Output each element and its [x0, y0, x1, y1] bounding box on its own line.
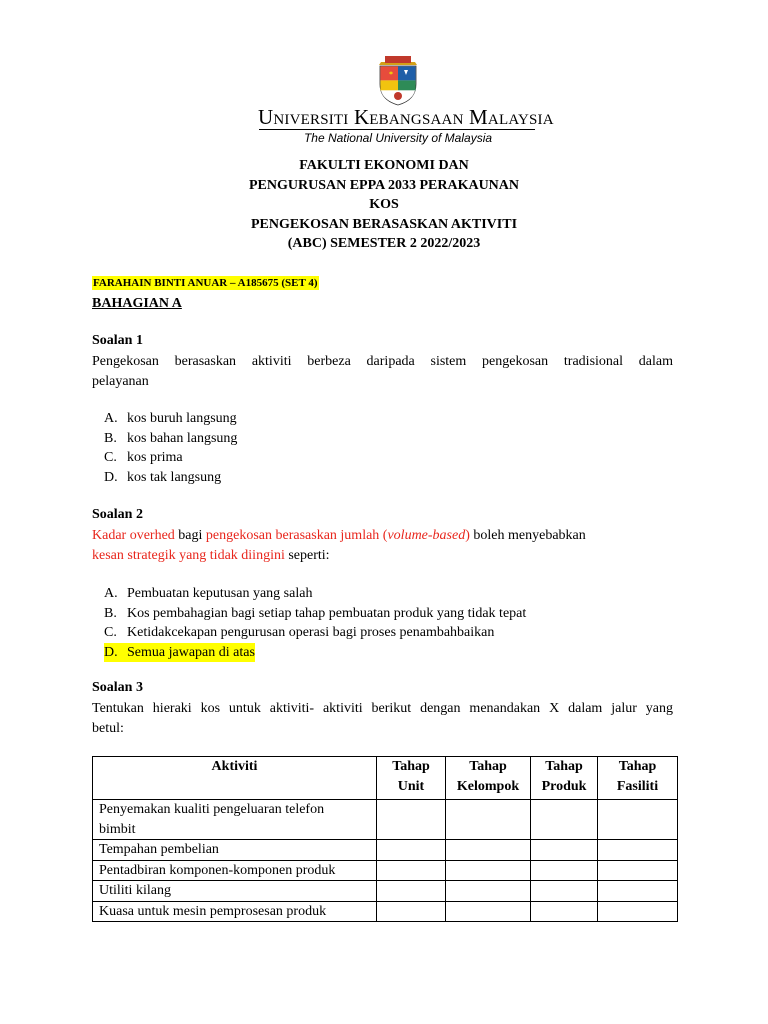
option-d [104, 468, 237, 488]
empty-cell [377, 860, 446, 881]
title-line: (ABC) SEMESTER 2 2022/2023 [287, 236, 481, 251]
red-italic-phrase: volume-based [387, 528, 466, 543]
empty-cell [598, 881, 678, 902]
activity-cell: Utiliti kilang [93, 881, 377, 902]
text-segment: boleh menyebabkan [469, 528, 586, 543]
university-name: Universiti Kebangsaan Malaysia [258, 105, 554, 129]
option-letter: A. [104, 586, 118, 601]
question-1-line: pelayanan [92, 373, 149, 389]
activity-cell [93, 800, 377, 840]
header-text: Kelompok [456, 778, 520, 794]
ukm-crest-icon [377, 56, 419, 106]
header-text: Tahap [469, 759, 507, 774]
university-logo [258, 56, 554, 150]
text-segment: seperti: [284, 547, 330, 563]
table-row [93, 881, 678, 902]
question-3-heading: Soalan 3 [92, 680, 143, 695]
empty-cell [598, 860, 678, 881]
table-header-cell [93, 757, 377, 800]
title-line: FAKULTI EKONOMI DAN [299, 158, 469, 173]
option-letter: B. [104, 430, 117, 446]
option-d-highlighted [104, 643, 526, 663]
cell-text: bimbit [99, 821, 136, 837]
empty-cell [598, 840, 678, 861]
title-line: KOS [369, 197, 399, 212]
option-c [104, 623, 526, 643]
empty-cell [531, 901, 598, 922]
option-text: Pembuatan keputusan yang salah [127, 586, 313, 601]
question-3-text [92, 699, 673, 738]
option-a [104, 584, 526, 604]
title-line: PENGURUSAN EPPA 2033 PERAKAUNAN [248, 177, 520, 193]
option-letter: D. [104, 469, 118, 485]
option-text: kos buruh langsung [127, 411, 237, 426]
activity-cell: Kuasa untuk mesin pemprosesan produk [93, 901, 377, 922]
empty-cell [446, 800, 531, 840]
answer-highlight [104, 643, 255, 663]
question-1-line: Pengekosan berasaskan aktiviti berbeza daripada sistem pengekosan tradisional dalam [92, 354, 673, 369]
question-2-line [92, 526, 673, 546]
option-text: Ketidakcekapan pengurusan operasi bagi proses penambahbaikan [127, 625, 495, 640]
option-text: kos tak langsung [127, 469, 222, 485]
option-letter: C. [104, 450, 117, 465]
table-row [93, 901, 678, 922]
option-letter: A. [104, 411, 118, 426]
red-phrase: pengekosan berasaskan jumlah ( [205, 528, 388, 543]
header-text: Aktiviti [211, 759, 258, 774]
header-text: Produk [541, 778, 587, 794]
option-letter: B. [104, 605, 117, 621]
question-2-line [92, 546, 673, 566]
option-letter: D. [104, 644, 118, 660]
empty-cell [377, 800, 446, 840]
header-text: Unit [397, 778, 425, 794]
question-1-heading: Soalan 1 [92, 333, 143, 348]
option-text: kos prima [127, 450, 183, 465]
empty-cell [598, 901, 678, 922]
activity-cell: Pentadbiran komponen-komponen produk [93, 860, 377, 881]
option-b [104, 604, 526, 624]
red-phrase: kesan strategik yang tidak diingini [92, 547, 285, 563]
table-header-cell [446, 757, 531, 800]
question-2-text [92, 526, 673, 565]
header-text: Tahap [618, 759, 657, 774]
option-b [104, 429, 237, 449]
table-header-cell [598, 757, 678, 800]
option-text: Kos pembahagian bagi setiap tahap pembuatan produk yang tidak tepat [127, 605, 527, 621]
question-3-line: Tentukan hieraki kos untuk aktiviti- aktiviti berikut dengan menandakan X dalam jalur yang [92, 701, 673, 716]
red-phrase: Kadar overhed [92, 528, 175, 543]
empty-cell [446, 840, 531, 861]
empty-cell [377, 840, 446, 861]
header-text: Fasiliti [616, 778, 659, 794]
question-2-heading: Soalan 2 [92, 507, 143, 522]
empty-cell [446, 860, 531, 881]
empty-cell [446, 881, 531, 902]
question-1-text [92, 352, 673, 391]
activity-cell: Tempahan pembelian [93, 840, 377, 861]
question-3-line: betul: [92, 720, 124, 736]
table-header-cell [377, 757, 446, 800]
document-title [150, 156, 618, 254]
table-row [93, 800, 678, 840]
header-text: Tahap [392, 759, 430, 774]
option-text: Semua jawapan di atas [127, 644, 255, 660]
title-line: PENGEKOSAN BERASASKAN AKTIVITI [250, 216, 518, 232]
cell-text: Penyemakan kualiti pengeluaran telefon [99, 802, 325, 817]
red-phrase: ) [465, 528, 470, 543]
empty-cell [377, 881, 446, 902]
empty-cell [446, 901, 531, 922]
option-c [104, 448, 237, 468]
option-letter: C. [104, 625, 117, 640]
empty-cell [598, 800, 678, 840]
option-a [104, 409, 237, 429]
header-text: Tahap [545, 759, 583, 774]
cost-hierarchy-table [92, 756, 678, 922]
empty-cell [531, 800, 598, 840]
logo-divider [259, 129, 535, 130]
table-header-row [93, 757, 678, 800]
option-text: kos bahan langsung [127, 430, 238, 446]
table-row [93, 860, 678, 881]
student-name-highlight: FARAHAIN BINTI ANUAR – A185675 (SET 4) [93, 277, 318, 289]
question-1-options [104, 409, 237, 487]
empty-cell [531, 881, 598, 902]
empty-cell [531, 840, 598, 861]
text-segment: bagi [174, 528, 206, 543]
empty-cell [377, 901, 446, 922]
table-row [93, 840, 678, 861]
section-heading: BAHAGIAN A [92, 296, 182, 311]
question-2-options [104, 584, 526, 662]
empty-cell [531, 860, 598, 881]
university-subtitle: The National University of Malaysia [303, 131, 493, 145]
table-header-cell [531, 757, 598, 800]
